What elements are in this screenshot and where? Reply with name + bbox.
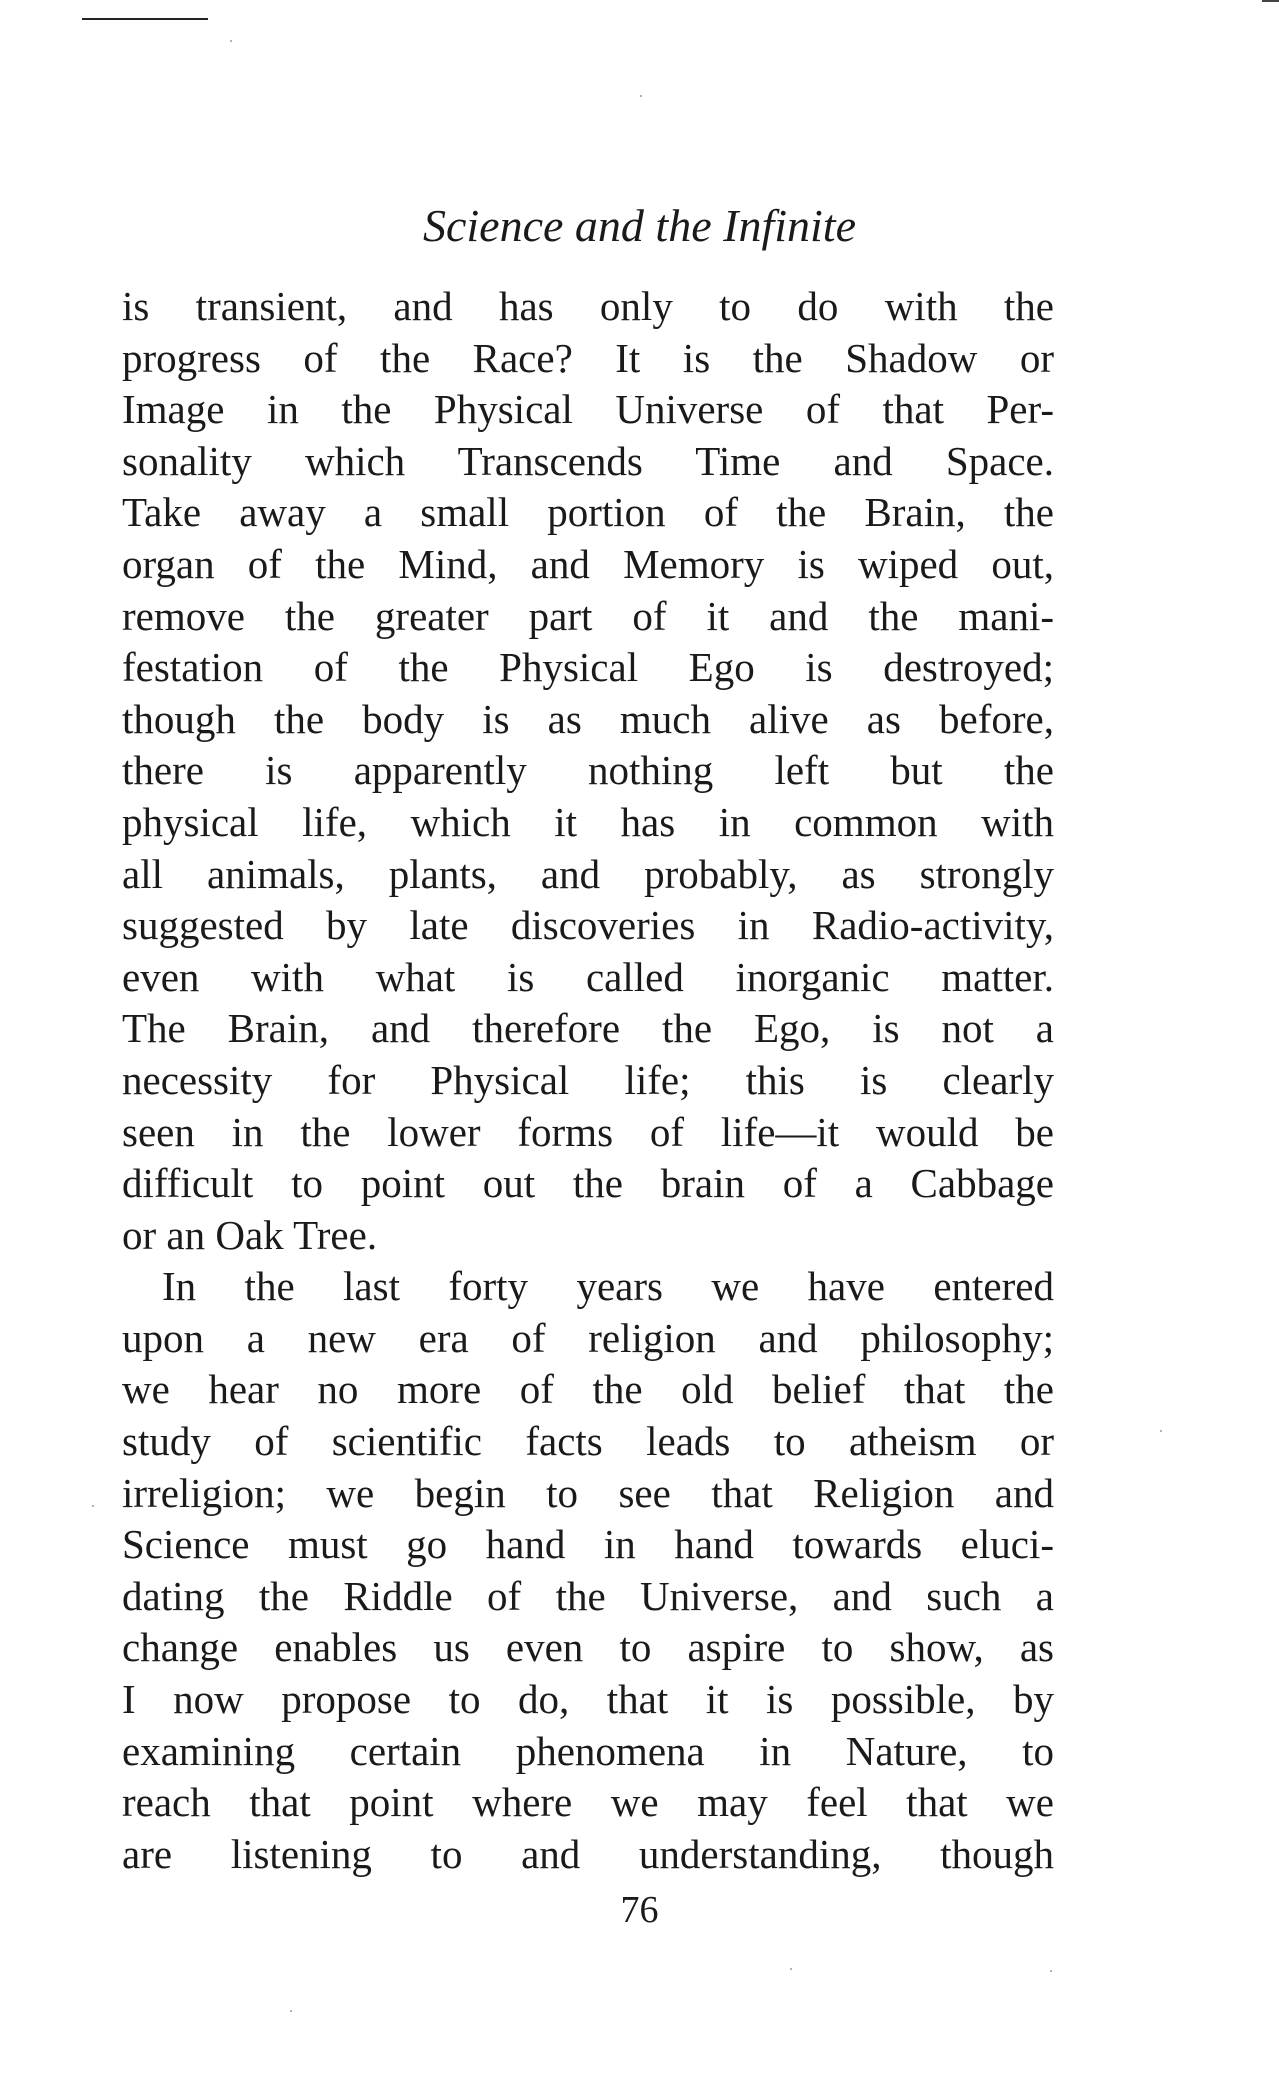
text-line: physical life, which it has in common with xyxy=(122,798,1054,845)
text-line: seen in the lower forms of life—it would be xyxy=(122,1108,1054,1155)
text-line: Science must go hand in hand towards eluci- xyxy=(122,1521,1054,1568)
text-line: study of scientific facts leads to atheism or xyxy=(122,1418,1054,1465)
text-line: change enables us even to aspire to show, as xyxy=(122,1624,1054,1671)
body-text xyxy=(122,281,1054,1880)
text-line: Take away a small portion of the Brain, the xyxy=(122,489,1054,536)
paragraph-2 xyxy=(122,1261,1054,1880)
text-line: examining certain phenomena in Nature, to xyxy=(122,1727,1054,1774)
text-line: we hear no more of the old belief that the xyxy=(122,1366,1054,1413)
paragraph-1 xyxy=(122,281,1054,1261)
text-line: or an Oak Tree. xyxy=(122,1211,378,1258)
text-line: even with what is called inorganic matter. xyxy=(122,953,1054,1000)
text-line: reach that point where we may feel that we xyxy=(122,1779,1054,1826)
paper-speck xyxy=(1050,1970,1052,1972)
text-line: difficult to point out the brain of a Cabbage xyxy=(122,1160,1054,1207)
text-line: progress of the Race? It is the Shadow or xyxy=(122,334,1054,381)
text-line: In the last forty years we have entered xyxy=(162,1263,1054,1310)
text-line: there is apparently nothing left but the xyxy=(122,747,1054,794)
text-line: festation of the Physical Ego is destroyed; xyxy=(122,644,1054,691)
text-line: remove the greater part of it and the mani- xyxy=(122,592,1054,639)
text-line: I now propose to do, that it is possible, by xyxy=(122,1676,1054,1723)
paper-speck xyxy=(230,40,232,42)
paper-speck xyxy=(640,95,642,97)
paper-speck xyxy=(790,1968,792,1970)
text-line: all animals, plants, and probably, as strongly xyxy=(122,850,1054,897)
text-line: upon a new era of religion and philosophy; xyxy=(122,1314,1054,1361)
text-line: irreligion; we begin to see that Religion and xyxy=(122,1469,1054,1516)
text-line: dating the Riddle of the Universe, and such a xyxy=(122,1572,1054,1619)
text-line: are listening to and understanding, though xyxy=(122,1830,1054,1877)
page-number: 76 xyxy=(620,1889,659,1931)
text-line: suggested by late discoveries in Radio-activity, xyxy=(122,902,1054,949)
text-line: necessity for Physical life; this is clearly xyxy=(122,1056,1054,1103)
text-line: though the body is as much alive as before, xyxy=(122,695,1054,742)
corner-mark xyxy=(1262,0,1279,2)
text-line: The Brain, and therefore the Ego, is not a xyxy=(122,1005,1054,1052)
top-rule xyxy=(82,18,208,20)
text-line: Image in the Physical Universe of that Per- xyxy=(122,386,1054,433)
text-line: organ of the Mind, and Memory is wiped out, xyxy=(122,540,1054,587)
paper-speck xyxy=(1160,1430,1162,1432)
paper-speck xyxy=(92,1505,94,1507)
paper-speck xyxy=(290,2010,292,2012)
running-head: Science and the Infinite xyxy=(422,200,856,251)
text-line: sonality which Transcends Time and Space. xyxy=(122,437,1054,484)
text-line: is transient, and has only to do with the xyxy=(122,283,1054,329)
